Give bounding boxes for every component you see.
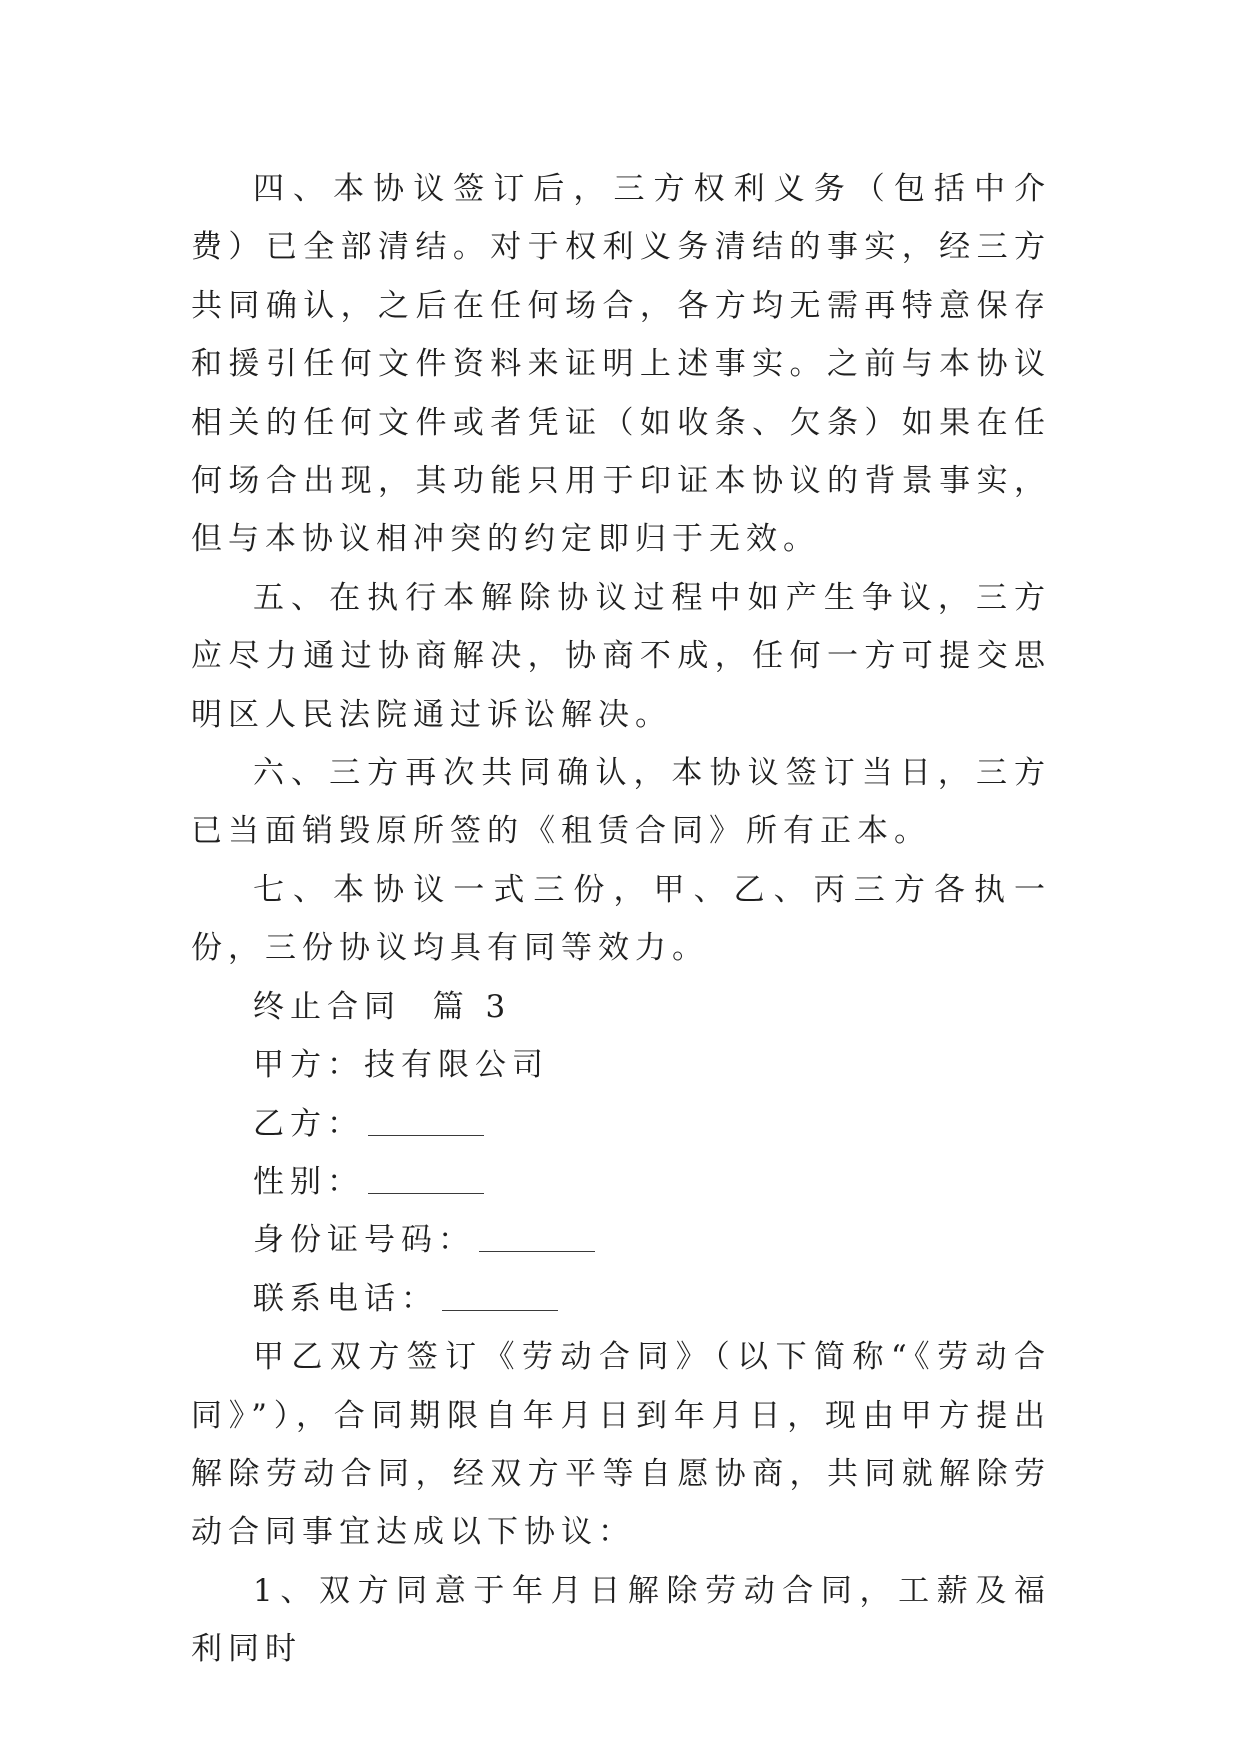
phone-blank — [442, 1280, 558, 1311]
party-b-field — [191, 1095, 1051, 1153]
gender-field — [191, 1153, 1051, 1211]
clause-seven: 七、本协议一式三份，甲、乙、丙三方各执一份，三份协议均具有同等效力。 — [191, 871, 1051, 967]
phone-field — [191, 1270, 1051, 1328]
party-a-line: 甲方：技有限公司 — [253, 1047, 549, 1084]
clause-one: 1、双方同意于年月日解除劳动合同，工薪及福利同时 — [191, 1572, 1051, 1668]
intro-paragraph: 甲乙双方签订《劳动合同》（以下简称“《劳动合同》”），合同期限自年月日到年月日，现由甲方提出解除劳动合同，经双方平等自愿协商，共同就解除劳动合同事宜达成以下协议： — [191, 1339, 1051, 1551]
clause-six: 六、三方再次共同确认，本协议签订当日，三方已当面销毁原所签的《租赁合同》所有正本。 — [191, 755, 1051, 850]
gender-blank — [368, 1163, 484, 1194]
party-b-blank — [368, 1105, 484, 1136]
id-number-label: 身份证号码： — [253, 1222, 475, 1259]
clause-five: 五、在执行本解除协议过程中如产生争议，三方应尽力通过协商解决，协商不成，任何一方可提交思明区人民法院通过诉讼解决。 — [191, 579, 1051, 733]
phone-label: 联系电话： — [253, 1280, 438, 1317]
gender-label: 性别： — [253, 1163, 364, 1200]
section-heading: 终止合同 篇 3 — [253, 988, 512, 1025]
clause-four: 四、本协议签订后，三方权利义务（包括中介费）已全部清结。对于权利义务清结的事实，经三方共同确认，之后在任何场合，各方均无需再特意保存和援引任何文件资料来证明上述事实。之前与本协议相关的任何文件或者凭证（如收条、欠条）如果在任何场合出现，其功能只用于印证本协议的背景事实，但与本协议相冲突的约定即归于无效。 — [191, 171, 1051, 558]
id-number-blank — [479, 1221, 595, 1252]
id-number-field — [191, 1211, 1051, 1269]
party-b-label: 乙方： — [253, 1105, 364, 1142]
document-body — [191, 160, 1051, 1679]
